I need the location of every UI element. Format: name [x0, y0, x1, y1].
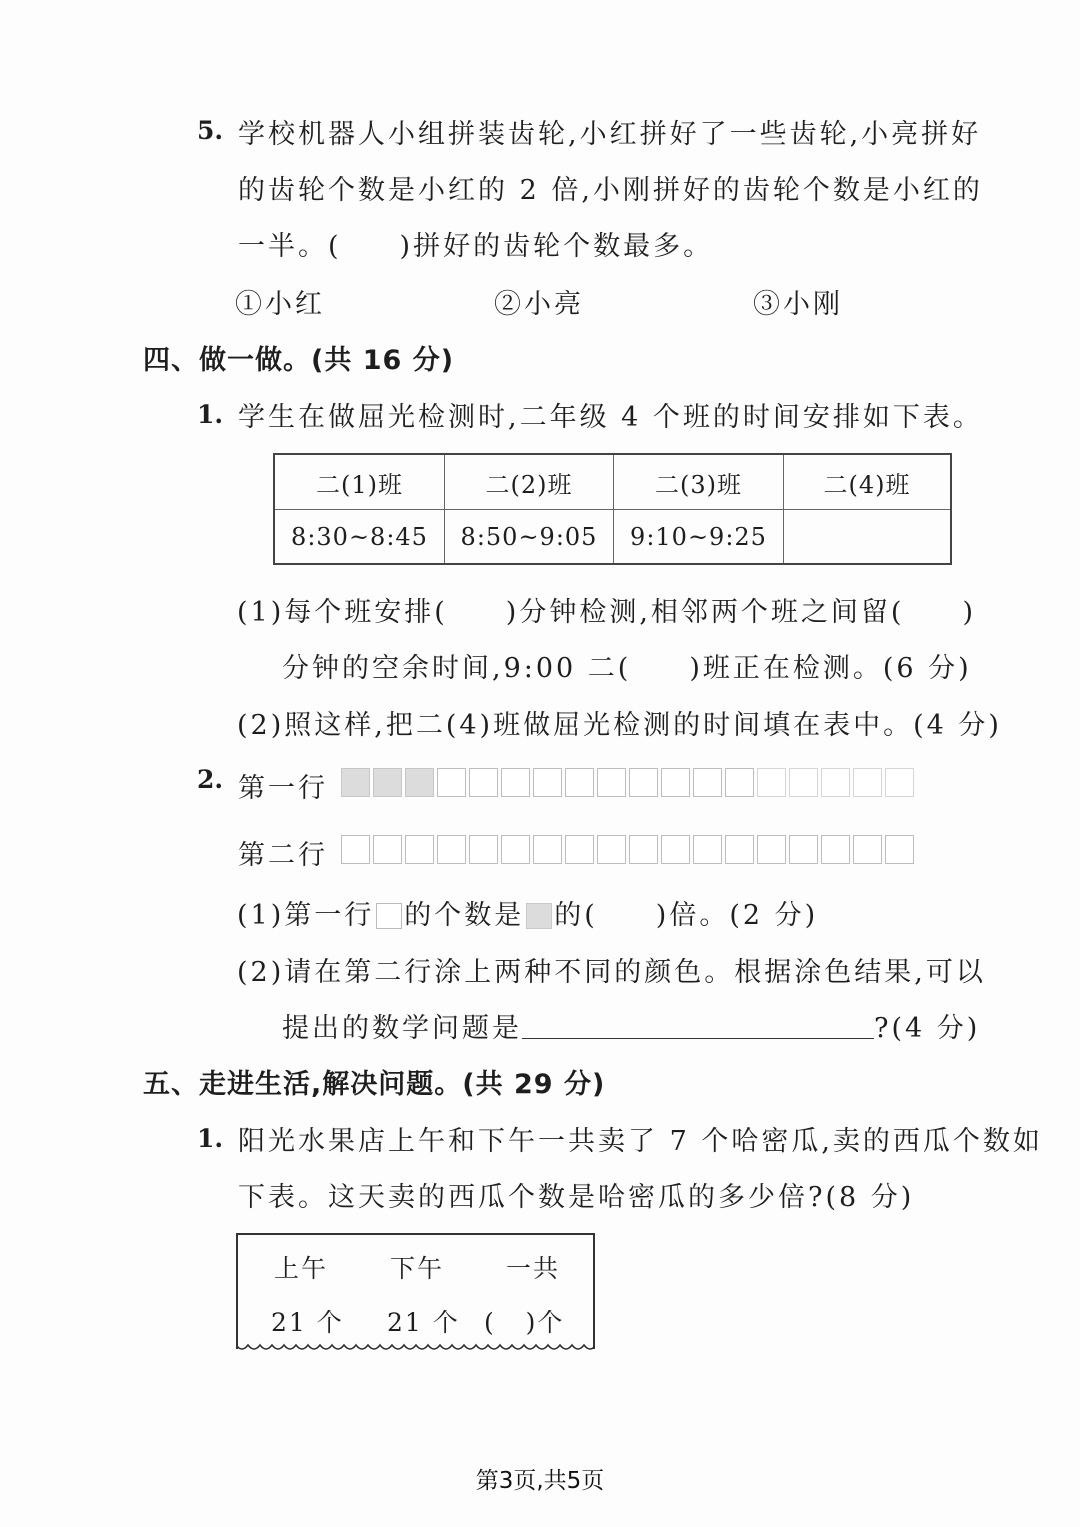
row1-label: 第一行: [238, 773, 328, 804]
white-square: [725, 768, 754, 797]
s4-q2-sub2-line2: [282, 1006, 980, 1045]
gray-square: [405, 768, 434, 797]
gray-square: [373, 768, 402, 797]
s4-q1-text: 学生在做屈光检测时,二年级 4 个班的时间安排如下表。: [238, 402, 983, 433]
s4-q1-sub1-text-b: )分钟检测,相邻两个班之间留(: [505, 597, 905, 628]
colorable-square[interactable]: [405, 835, 434, 864]
white-square: [853, 768, 882, 797]
colorable-square[interactable]: [565, 835, 594, 864]
schedule-table: [273, 453, 952, 565]
s4-q2-sub1: [237, 893, 818, 932]
s4-q1-sub1-line2-text-a: 分钟的空余时间,9:00 二(: [282, 653, 632, 684]
question-answer-line[interactable]: [522, 1016, 874, 1039]
colorable-square[interactable]: [501, 835, 530, 864]
q5-line2: 的齿轮个数是小红的 2 倍,小刚拼好的齿轮个数是小红的: [238, 175, 983, 206]
table-header-cell: 二(2)班: [445, 455, 614, 510]
table-time-cell: 9:10~9:25: [614, 510, 784, 563]
colorable-square[interactable]: [693, 835, 722, 864]
white-square: [661, 768, 690, 797]
s4-q2-sub2-line2-text-a: 提出的数学问题是: [282, 1013, 522, 1044]
s5-q1-line1: 阳光水果店上午和下午一共卖了 7 个哈密瓜,卖的西瓜个数如: [238, 1126, 1043, 1157]
q5-line3-text-b: )拼好的齿轮个数最多。: [399, 231, 714, 262]
row2-squares[interactable]: [341, 835, 914, 864]
q5-line1: 学校机器人小组拼装齿轮,小红拼好了一些齿轮,小亮拼好: [238, 119, 982, 150]
white-square: [789, 768, 818, 797]
table-header-cell: 二(3)班: [614, 455, 784, 510]
colorable-square[interactable]: [597, 835, 626, 864]
white-square: [533, 768, 562, 797]
colorable-square[interactable]: [821, 835, 850, 864]
s4-q2-sub2-line2-text-b: ?(4 分): [874, 1013, 981, 1044]
white-square: [885, 768, 914, 797]
row2-label: 第二行: [238, 840, 328, 871]
q5-option-2[interactable]: ②小亮: [494, 289, 584, 320]
s4-q2-sub1-text-c: 的(: [554, 900, 598, 931]
s4-q1-sub1-line2-text-b: )班正在检测。(6 分): [689, 653, 972, 684]
q5-option-1[interactable]: ①小红: [235, 289, 325, 320]
s5-q1-line2: 下表。这天卖的西瓜个数是哈密瓜的多少倍?(8 分): [238, 1182, 915, 1213]
colorable-square[interactable]: [533, 835, 562, 864]
s4-q2-number: 2.: [197, 765, 224, 794]
colorable-square[interactable]: [373, 835, 402, 864]
colorable-square[interactable]: [885, 835, 914, 864]
colorable-square[interactable]: [853, 835, 882, 864]
q5-line3: [238, 224, 713, 263]
torn-edge: [236, 1343, 595, 1357]
fruit-header-total: 一共: [506, 1254, 561, 1283]
white-square: [693, 768, 722, 797]
s4-q1-sub1-line1: [237, 590, 976, 629]
s4-q1-sub2: (2)照这样,把二(4)班做屈光检测的时间填在表中。(4 分): [237, 710, 1002, 741]
table-time-cell: 8:30~8:45: [275, 510, 445, 563]
white-square: [629, 768, 658, 797]
colorable-square[interactable]: [789, 835, 818, 864]
table-header-cell: 二(1)班: [275, 455, 445, 510]
white-square: [501, 768, 530, 797]
s4-q1-sub1-text-c: ): [962, 597, 976, 628]
fruit-table: [236, 1233, 595, 1349]
colorable-square[interactable]: [629, 835, 658, 864]
fruit-value-total[interactable]: ( )个: [484, 1308, 565, 1337]
colorable-square[interactable]: [757, 835, 786, 864]
table-header-cell: 二(4)班: [784, 455, 950, 510]
section4-title: 四、做一做。(共 16 分): [143, 345, 455, 376]
fruit-header-morning: 上午: [274, 1254, 329, 1283]
white-square: [469, 768, 498, 797]
gray-square-icon: [526, 903, 552, 929]
colorable-square[interactable]: [341, 835, 370, 864]
white-square-icon: [376, 903, 402, 929]
fruit-value-morning: 21 个: [271, 1308, 344, 1337]
s5-q1-number: 1.: [197, 1124, 224, 1153]
white-square: [437, 768, 466, 797]
colorable-square[interactable]: [437, 835, 466, 864]
colorable-square[interactable]: [725, 835, 754, 864]
white-square: [821, 768, 850, 797]
section5-title: 五、走进生活,解决问题。(共 29 分): [143, 1069, 606, 1100]
row1-squares: [341, 768, 914, 797]
white-square: [597, 768, 626, 797]
q5-line3-text-a: 一半。(: [238, 231, 342, 262]
table-time-cell: 8:50~9:05: [445, 510, 614, 563]
colorable-square[interactable]: [661, 835, 690, 864]
s4-q2-sub1-text-a: (1)第一行: [237, 900, 375, 931]
white-square: [757, 768, 786, 797]
s4-q1-sub1-line2: [282, 646, 972, 685]
s4-q2-sub1-text-d: )倍。(2 分): [655, 900, 819, 931]
white-square: [565, 768, 594, 797]
s4-q2-sub1-text-b: 的个数是: [404, 900, 525, 931]
colorable-square[interactable]: [469, 835, 498, 864]
s4-q1-sub1-text-a: (1)每个班安排(: [237, 597, 448, 628]
q5-number: 5.: [197, 116, 224, 145]
s4-q2-sub2-line1: (2)请在第二行涂上两种不同的颜色。根据涂色结果,可以: [237, 957, 986, 988]
fruit-header-afternoon: 下午: [390, 1254, 445, 1283]
s4-q1-number: 1.: [197, 400, 224, 429]
table-answer-cell[interactable]: [784, 510, 950, 563]
fruit-value-afternoon: 21 个: [387, 1308, 460, 1337]
page-footer: 第3页,共5页: [475, 1468, 605, 1494]
q5-option-3[interactable]: ③小刚: [753, 289, 843, 320]
gray-square: [341, 768, 370, 797]
